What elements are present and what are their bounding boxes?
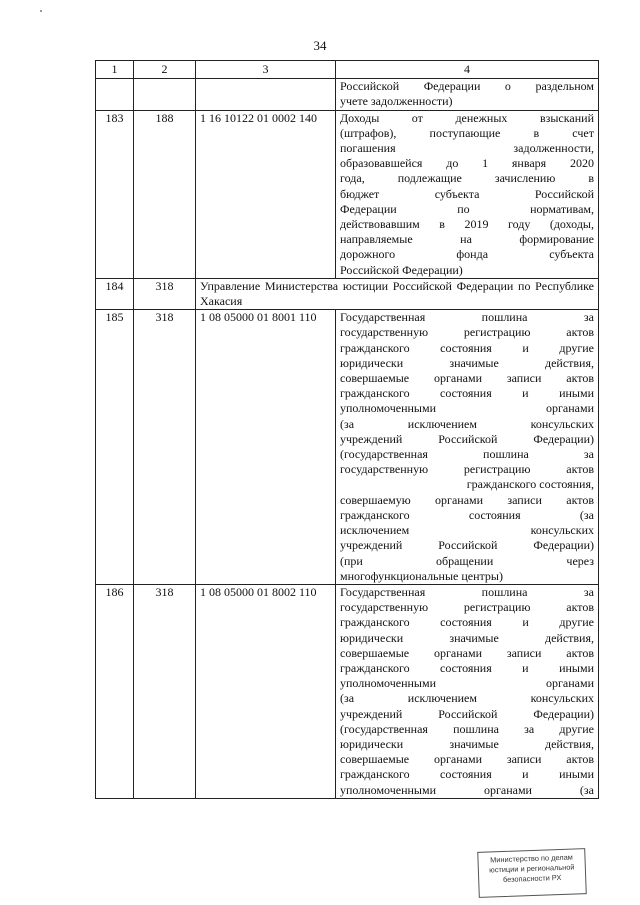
- cell-num: 185: [96, 310, 134, 585]
- table-row-184: [96, 278, 599, 309]
- table-row-186: [96, 584, 599, 798]
- cell-admin: 318: [134, 278, 196, 309]
- description-line: Федерации по нормативам,: [340, 201, 594, 216]
- description-line: действовавшим в 2019 году (доходы,: [340, 217, 594, 232]
- description-line: гражданского состояния и другие: [340, 615, 594, 630]
- cell-admin: 318: [134, 584, 196, 798]
- stamp-line: Министерство по делам: [490, 852, 573, 865]
- description-line: юридически значимые действия,: [340, 630, 594, 645]
- description-line: гражданского состояния (за: [340, 507, 594, 522]
- description-line: учреждений Российской Федерации): [340, 431, 594, 446]
- description-line: Государственная пошлина за: [340, 584, 594, 599]
- scan-speck: [40, 10, 42, 12]
- column-header-2: 2: [134, 61, 196, 79]
- description-line: уполномоченными органами (за: [340, 782, 594, 797]
- ministry-stamp: [477, 848, 587, 898]
- description-line: Доходы от денежных взысканий: [340, 110, 594, 125]
- cell-admin: [134, 79, 196, 110]
- description-line: бюджет субъекта Российской: [340, 186, 594, 201]
- description-line: гражданского состояния и иными: [340, 660, 594, 675]
- table-row-185: [96, 310, 599, 585]
- table-row-183: [96, 110, 599, 278]
- cell-description: [336, 79, 599, 110]
- description-line: совершаемые органами записи актов: [340, 752, 594, 767]
- description-line: учреждений Российской Федерации): [340, 538, 594, 553]
- cell-num: 186: [96, 584, 134, 798]
- description-line: государственную регистрацию актов: [340, 600, 594, 615]
- description-line: государственную регистрацию актов: [340, 462, 594, 477]
- cell-admin: 188: [134, 110, 196, 278]
- description-line: Российской Федерации): [340, 262, 463, 277]
- description-line: (государственная пошлина за: [340, 447, 594, 462]
- description-line: направляемые на формирование: [340, 232, 594, 247]
- column-header-1: 1: [96, 61, 134, 79]
- description-line: (за исключением консульских: [340, 416, 594, 431]
- description-line: Государственная пошлина за: [340, 310, 594, 325]
- cell-code: 1 08 05000 01 8002 110: [196, 584, 336, 798]
- cell-description: [336, 310, 599, 585]
- description-line: учреждений Российской Федерации): [340, 706, 594, 721]
- cell-num: 184: [96, 278, 134, 309]
- cell-administrator-name: Управление Министерства юстиции Российской Федерации по Республике Хакасия: [196, 278, 599, 309]
- cell-code: 1 08 05000 01 8001 110: [196, 310, 336, 585]
- description-line: совершаемую органами записи актов: [340, 492, 594, 507]
- description-line: (за исключением консульских: [340, 691, 594, 706]
- description-line: года, подлежащие зачислению в: [340, 171, 594, 186]
- column-header-3: 3: [196, 61, 336, 79]
- stamp-line: безопасности РХ: [502, 872, 562, 885]
- cell-description: [336, 584, 599, 798]
- cell-admin: 318: [134, 310, 196, 585]
- description-line: гражданского состояния,: [466, 477, 594, 492]
- description-line: юридически значимые действия,: [340, 736, 594, 751]
- column-header-4: 4: [336, 61, 599, 79]
- description-line: гражданского состояния и иными: [340, 386, 594, 401]
- description-line: учете задолженности): [340, 94, 453, 109]
- cell-code: 1 16 10122 01 0002 140: [196, 110, 336, 278]
- description-line: (государственная пошлина за другие: [340, 721, 594, 736]
- cell-num: [96, 79, 134, 110]
- cell-num: 183: [96, 110, 134, 278]
- description-line: образовавшейся до 1 января 2020: [340, 156, 594, 171]
- revenue-classification-table: [95, 60, 599, 799]
- table-header-row: [96, 61, 599, 79]
- table-row-continuation: [96, 79, 599, 110]
- description-line: многофункциональные центры): [340, 568, 503, 583]
- description-line: совершаемые органами записи актов: [340, 645, 594, 660]
- stamp-line: юстиции и региональной: [489, 862, 575, 875]
- description-line: (штрафов), поступающие в счет: [340, 125, 594, 140]
- cell-description: [336, 110, 599, 278]
- description-line: гражданского состояния и другие: [340, 340, 594, 355]
- description-line: дорожного фонда субъекта: [340, 247, 594, 262]
- description-line: уполномоченными органами: [340, 401, 594, 416]
- description-line: совершаемые органами записи актов: [340, 371, 594, 386]
- description-line: погашения задолженности,: [340, 141, 594, 156]
- description-line: гражданского состояния и иными: [340, 767, 594, 782]
- description-line: уполномоченными органами: [340, 676, 594, 691]
- description-line: государственную регистрацию актов: [340, 325, 594, 340]
- description-line: юридически значимые действия,: [340, 355, 594, 370]
- description-line: Российской Федерации о раздельном: [340, 79, 594, 94]
- description-line: (при обращении через: [340, 553, 594, 568]
- description-line: исключением консульских: [340, 523, 594, 538]
- cell-code: [196, 79, 336, 110]
- page-number: 34: [313, 38, 327, 53]
